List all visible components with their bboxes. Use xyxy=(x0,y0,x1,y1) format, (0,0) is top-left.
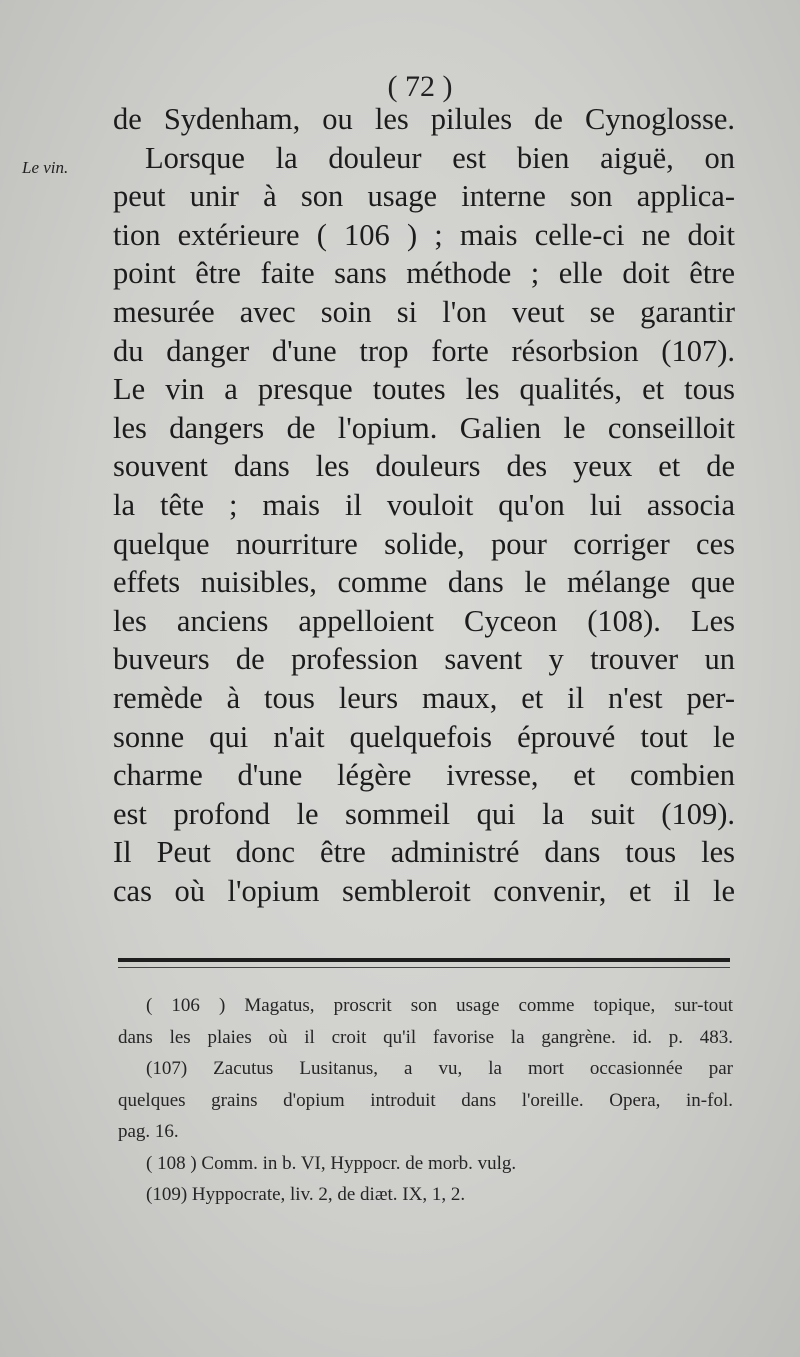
body-line: tion extérieure ( 106 ) ; mais celle-ci ne doit xyxy=(113,217,735,252)
body-line: sonne qui n'ait quelquefois éprouvé tout le xyxy=(113,719,735,754)
footnote-line: (109) Hyppocrate, liv. 2, de diæt. IX, 1, 2. xyxy=(146,1184,466,1205)
footnote-line: dans les plaies où il croit qu'il favorise la gangrène. id. p. 483. xyxy=(118,1026,733,1048)
footnote-rule-thin xyxy=(118,967,730,968)
body-text xyxy=(113,100,735,910)
footnote-line: ( 106 ) Magatus, proscrit son usage comme topique, sur-tout xyxy=(146,995,733,1016)
body-line: mesurée avec soin si l'on veut se garantir xyxy=(113,294,735,329)
body-line: Lorsque la douleur est bien aiguë, on xyxy=(145,140,735,175)
body-line: Il Peut donc être administré dans tous les xyxy=(113,835,735,870)
margin-note: Le vin. xyxy=(22,158,69,177)
body-line: remède à tous leurs maux, et il n'est per- xyxy=(113,680,735,715)
footnote-line: pag. 16. xyxy=(118,1121,179,1142)
footnote-rule xyxy=(118,958,730,962)
body-line: les dangers de l'opium. Galien le conseilloit xyxy=(113,410,735,445)
body-line: charme d'une légère ivresse, et combien xyxy=(113,758,735,793)
body-line: les anciens appelloient Cyceon (108). Les xyxy=(113,603,735,638)
body-line: quelque nourriture solide, pour corriger ces xyxy=(113,526,735,561)
body-line: est profond le sommeil qui la suit (109). xyxy=(113,796,735,831)
body-line: peut unir à son usage interne son applica- xyxy=(113,179,735,214)
footnotes xyxy=(118,990,733,1211)
footnote-line: (107) Zacutus Lusitanus, a vu, la mort occasionnée par xyxy=(146,1058,733,1079)
body-line: effets nuisibles, comme dans le mélange que xyxy=(113,565,735,600)
page-number: ( 72 ) xyxy=(387,70,453,103)
body-line: la tête ; mais il vouloit qu'on lui associa xyxy=(113,487,735,522)
body-line: souvent dans les douleurs des yeux et de xyxy=(113,449,735,484)
body-line: du danger d'une trop forte résorbsion (107). xyxy=(113,333,735,368)
body-line: cas où l'opium sembleroit convenir, et il le xyxy=(113,873,735,908)
body-line: Le vin a presque toutes les qualités, et tous xyxy=(113,372,735,407)
footnote-line: ( 108 ) Comm. in b. VI, Hyppocr. de morb. vulg. xyxy=(146,1152,517,1174)
footnote-line: quelques grains d'opium introduit dans l'oreille. Opera, in-fol. xyxy=(118,1089,733,1111)
body-line: buveurs de profession savent y trouver un xyxy=(113,642,735,677)
body-line: de Sydenham, ou les pilules de Cynoglosse. xyxy=(113,102,735,136)
body-line: point être faite sans méthode ; elle doit être xyxy=(113,256,735,291)
